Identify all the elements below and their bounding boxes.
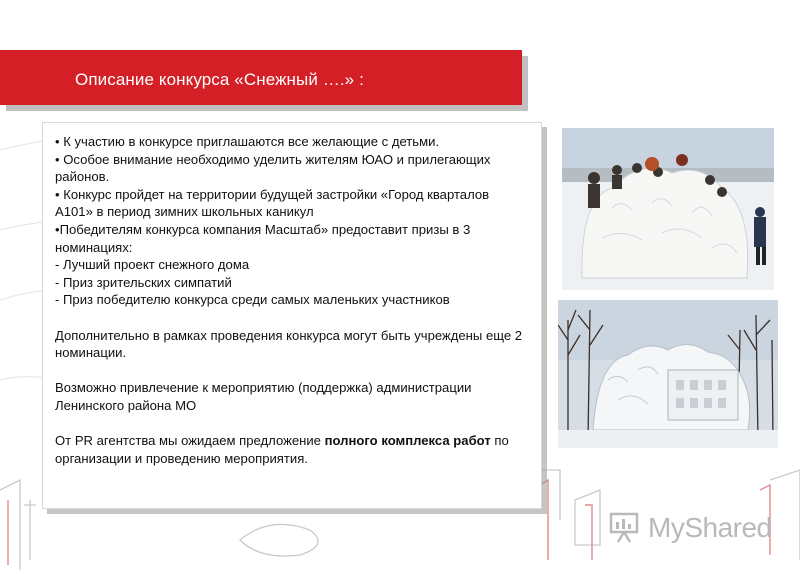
extra-nominations-text: Дополнительно в рамках проведения конкурса могут быть учреждены еще 2 номинации.	[55, 327, 523, 361]
myshared-watermark	[608, 508, 772, 548]
bullet-item: • Особое внимание необходимо уделить жителям ЮАО и прилегающих районов.	[55, 151, 491, 185]
bullet-item: • Конкурс пройдет на территории будущей застройки «Город кварталов А101» в период зимних школьных каникул	[55, 186, 490, 220]
presentation-board-icon	[608, 510, 642, 544]
pr-bold: полного комплекса работ	[324, 433, 491, 449]
snow-sculpture-people-photo	[562, 128, 774, 290]
pr-request-text	[55, 432, 529, 467]
pr-suffix: по организации и проведению мероприятия.	[55, 433, 509, 466]
description-text-box	[42, 122, 542, 509]
title-bar	[0, 50, 522, 105]
slide-title: Описание конкурса «Снежный ….» :	[75, 70, 364, 89]
nomination-item: - Лучший проект снежного дома	[55, 257, 250, 273]
bullet-item: •Победителям конкурса компания Масштаб» предоставит призы в 3 номинациях:	[55, 221, 471, 255]
nomination-item: - Приз зрительских симпатий	[55, 274, 232, 290]
bullet-item: • К участию в конкурсе приглашаются все желающие с детьми.	[55, 134, 440, 149]
pr-prefix: От PR агентства мы ожидаем предложение	[55, 433, 325, 449]
nomination-item: - Приз победителю конкурса среди самых маленьких участников	[55, 292, 450, 308]
snow-castle-photo	[558, 300, 778, 448]
administration-text: Возможно привлечение к мероприятию (поддержка) администрации Ленинского района МО	[55, 380, 472, 413]
watermark-brand: MyShared	[648, 512, 772, 543]
